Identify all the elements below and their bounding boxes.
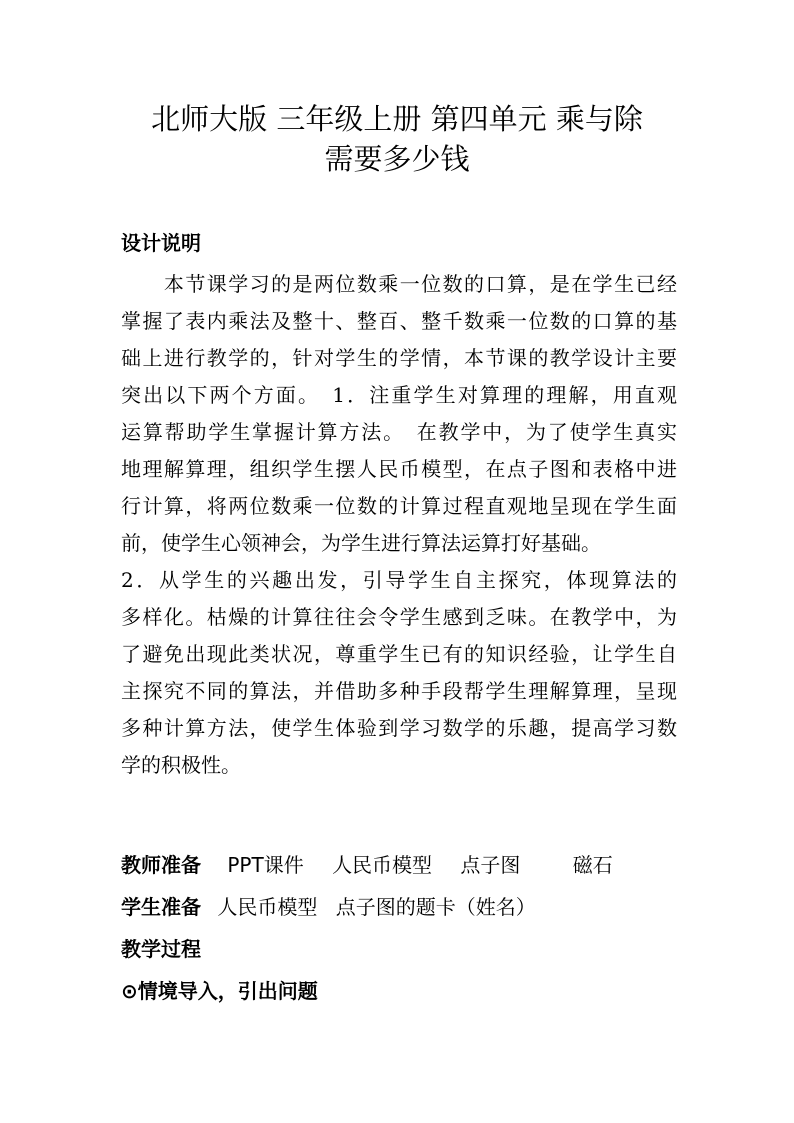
design-heading: 设计说明 (121, 231, 201, 255)
paragraph-line: 运算帮助学生掌握计算方法。 在教学中，为了使学生真实 (121, 420, 677, 444)
document-title: 北师大版 三年级上册 第四单元 乘与除 (151, 102, 643, 136)
paragraph-line: 2．从学生的兴趣出发，引导学生自主探究，体现算法的 (121, 568, 677, 592)
paragraph-line: 前，使学生心领神会，为学生进行算法运算打好基础。 (121, 531, 601, 555)
process-heading: 教学过程 (121, 937, 201, 961)
paragraph-line: 了避免出现此类状况，尊重学生已有的知识经验，让学生自 (121, 642, 677, 666)
design-paragraph (121, 266, 677, 784)
teacher-prep-item: 点子图 (460, 853, 521, 877)
paragraph-line: 地理解算理，组织学生摆人民币模型，在点子图和表格中进 (121, 457, 677, 481)
paragraph-line: 掌握了表内乘法及整十、整百、整千数乘一位数的口算的基 (121, 309, 677, 333)
student-prep-item: 点子图的题卡（姓名） (335, 895, 536, 919)
teacher-prep-label: 教师准备 (121, 853, 201, 877)
teacher-prep-item: 磁石 (572, 853, 613, 877)
student-prep-label: 学生准备 (121, 895, 201, 919)
document-subtitle: 需要多少钱 (324, 142, 470, 176)
student-prep-item: 人民币模型 (217, 895, 318, 919)
paragraph-line: 主探究不同的算法，并借助多种手段帮学生理解算理，呈现 (121, 679, 677, 703)
paragraph-line: 突出以下两个方面。 1．注重学生对算理的理解，用直观 (121, 383, 677, 407)
paragraph-line: 多种计算方法，使学生体验到学习数学的乐趣，提高学习数 (121, 716, 677, 740)
teacher-prep-item: PPT课件 (227, 853, 304, 877)
teacher-prep (121, 851, 613, 879)
paragraph-line: 础上进行教学的，针对学生的学情，本节课的教学设计主要 (121, 346, 677, 370)
paragraph-line: 多样化。枯燥的计算往往会令学生感到乏味。在教学中，为 (121, 605, 677, 629)
paragraph-line: 本节课学习的是两位数乘一位数的口算，是在学生已经 (121, 272, 677, 296)
teacher-prep-item: 人民币模型 (332, 853, 433, 877)
section-heading: ⊙情境导入，引出问题 (121, 979, 318, 1003)
paragraph-line: 学的积极性。 (121, 753, 241, 777)
student-prep (121, 893, 536, 921)
paragraph-line: 行计算，将两位数乘一位数的计算过程直观地呈现在学生面 (121, 494, 677, 518)
